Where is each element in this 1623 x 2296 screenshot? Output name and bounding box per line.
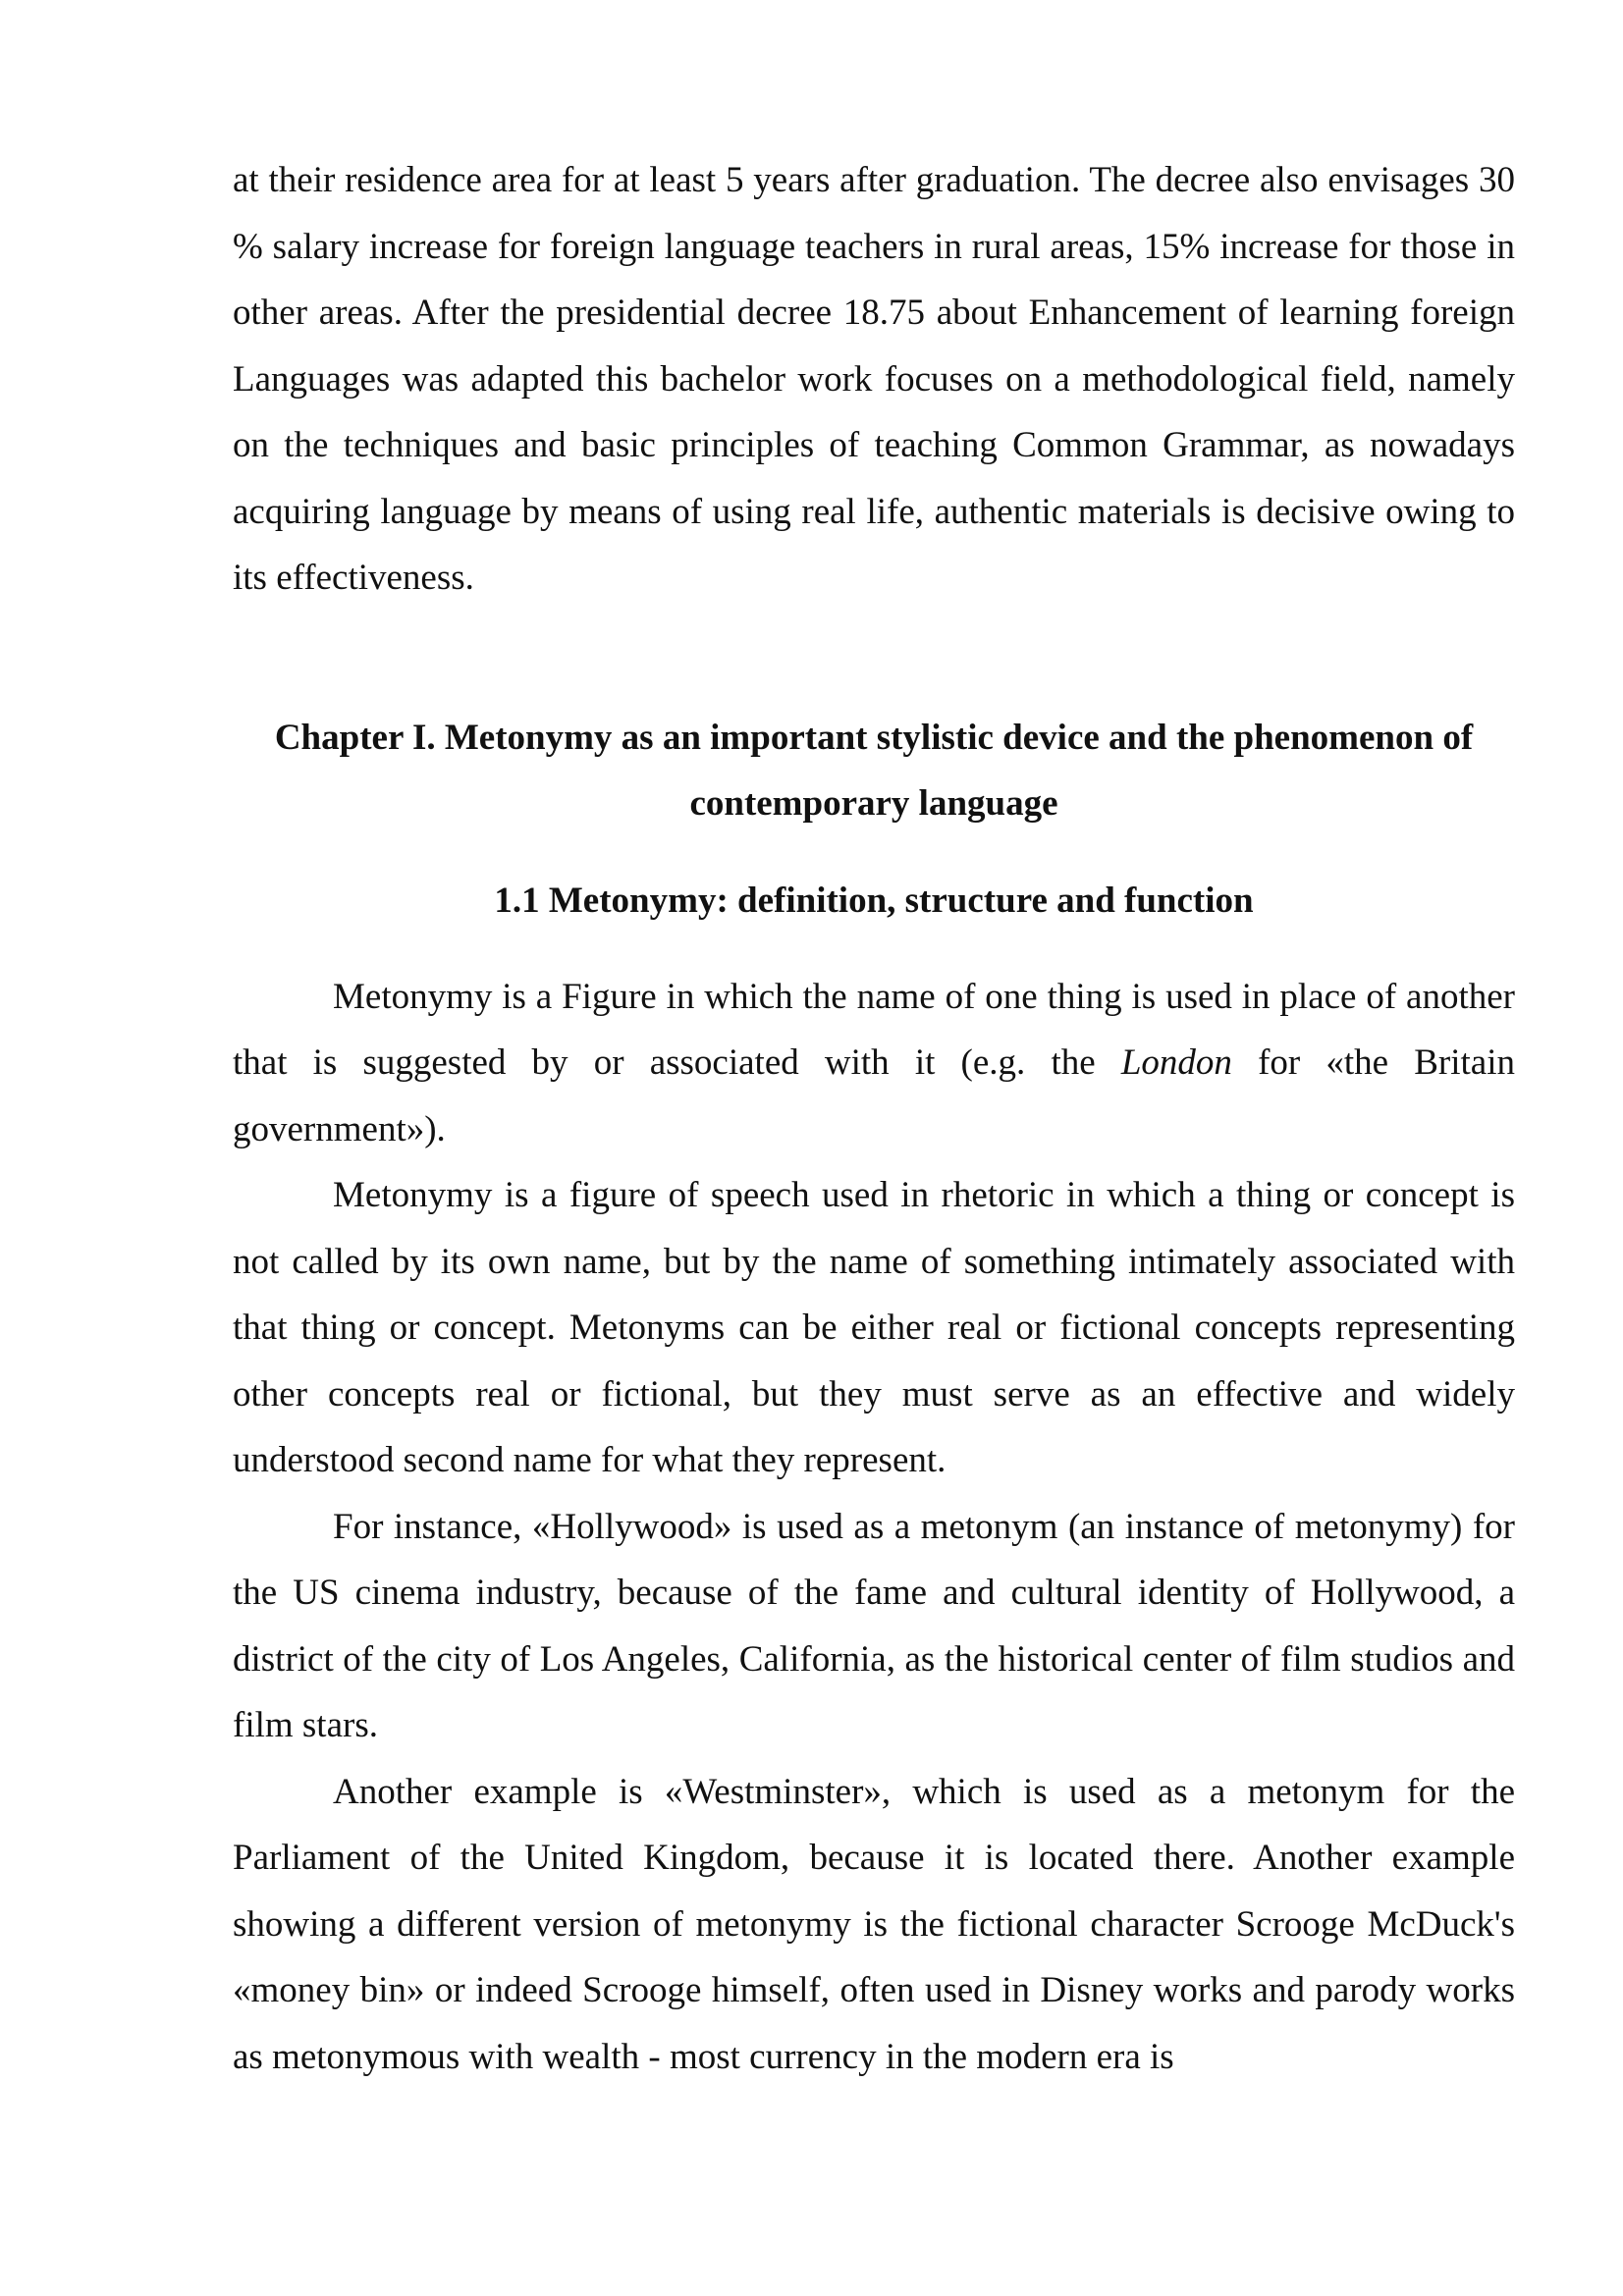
body-paragraph-westminster-example: Another example is «Westminster», which is used as a metonym for the Parliament of the United Kingdom, because it is located there. Another example showing a different version of metonymy is the fictional character Scrooge McDuck's «money bin» or indeed Scrooge himself, often used in Disney works and parody works as metonymous with wealth - most currency in the modern era is bbox=[233, 1771, 1515, 2077]
chapter-title-line-2: contemporary language bbox=[689, 782, 1058, 824]
body-paragraph-figure-of-speech: Metonymy is a figure of speech used in rhetoric in which a thing or concept is not called by its own name, but by the name of something intimately associated with that thing or concept. Metonyms can be either real or fictional concepts representing other concepts real or fictional, but they must serve as an effective and widely understood second name for what they represent. bbox=[233, 1175, 1515, 1480]
section-heading: 1.1 Metonymy: definition, structure and function bbox=[494, 880, 1254, 921]
body-paragraph-hollywood-example: For instance, «Hollywood» is used as a metonym (an instance of metonymy) for the US cinema industry, because of the fame and cultural identity of Hollywood, a district of the city of Los Angeles, California, as the historical center of film studios and film stars. bbox=[233, 1506, 1515, 1745]
intro-paragraph: at their residence area for at least 5 years after graduation. The decree also envisages 30 % salary increase for foreign language teachers in rural areas, 15% increase for those in other areas. After the presidential decree 18.75 about Enhancement of learning foreign Languages was adapted this bachelor work focuses on a methodological field, namely on the techniques and basic principles of teaching Common Grammar, as nowadays acquiring language by means of using real life, authentic materials is decisive owing to its effectiveness. bbox=[233, 160, 1515, 598]
body-paragraph-definition bbox=[233, 964, 1515, 1163]
chapter-title-line-1: Chapter I. Metonymy as an important stylistic device and the phenomenon of bbox=[274, 717, 1474, 758]
paragraph-text: Metonymy is a Figure in which the name of one thing is used in place of another that is suggested by or associated with it (e.g. the bbox=[233, 976, 1515, 1083]
paragraph-text: for «the Britain government»). bbox=[233, 1042, 1515, 1149]
document-page bbox=[233, 147, 1515, 2090]
italic-example-term: London bbox=[1120, 1042, 1232, 1083]
